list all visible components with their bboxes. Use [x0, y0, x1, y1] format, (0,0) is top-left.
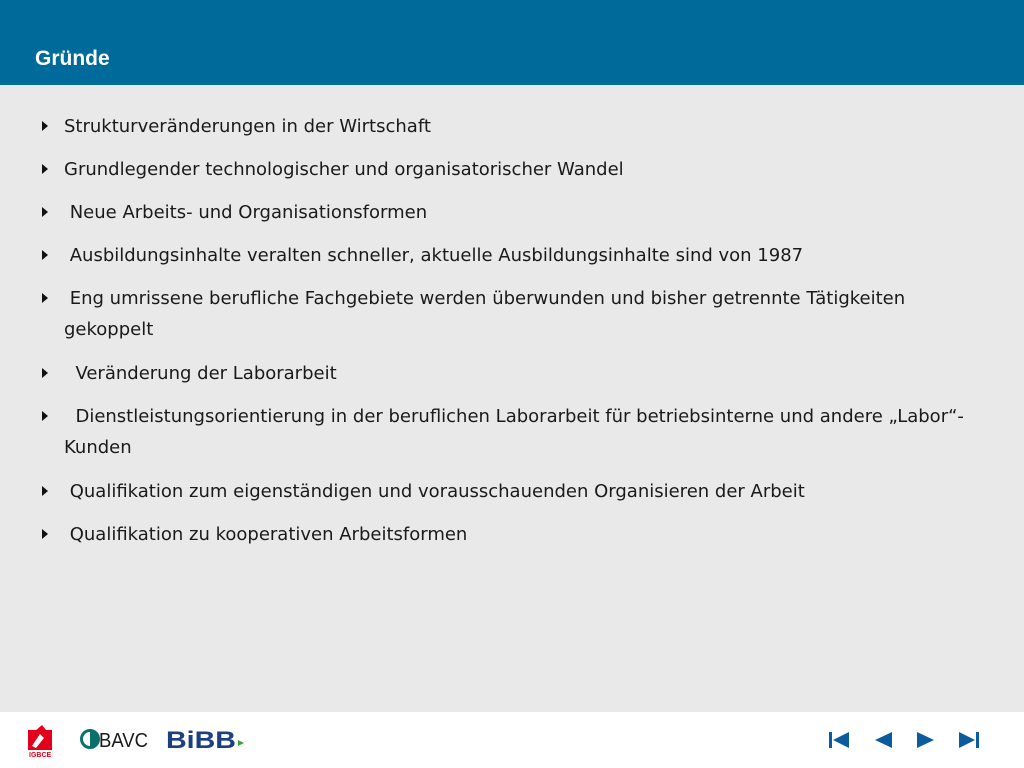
next-slide-button[interactable]: [913, 728, 939, 752]
list-item-text: Eng umrissene berufliche Fachgebiete werden überwunden und bisher getrennte Tätigkeiten gekoppelt: [64, 288, 911, 340]
bullet-arrow-icon: [42, 164, 48, 174]
svg-text:BiBB: BiBB: [166, 727, 236, 751]
content-area: [0, 85, 1024, 712]
last-slide-icon: [956, 728, 982, 752]
bullet-arrow-icon: [42, 411, 48, 421]
svg-text:BAVC: BAVC: [99, 730, 148, 752]
bullet-arrow-icon: [42, 486, 48, 496]
bullet-arrow-icon: [42, 529, 48, 539]
list-item: [42, 240, 982, 271]
last-slide-button[interactable]: [956, 728, 982, 752]
first-slide-button[interactable]: [826, 728, 852, 752]
page-title: Gründe: [35, 47, 110, 70]
bullet-arrow-icon: [42, 368, 48, 378]
list-item-text: Ausbildungsinhalte veralten schneller, aktuelle Ausbildungsinhalte sind von 1987: [64, 245, 804, 266]
list-item: [42, 154, 982, 185]
bibb-logo: [166, 727, 246, 751]
list-item: [42, 476, 982, 507]
bavc-logo: [80, 726, 150, 752]
previous-slide-button[interactable]: [870, 728, 896, 752]
igbce-logo: [28, 722, 56, 758]
list-item-text: Qualifikation zu kooperativen Arbeitsformen: [64, 524, 468, 545]
list-item: [42, 197, 982, 228]
bullet-arrow-icon: [42, 207, 48, 217]
list-item-text: Dienstleistungsorientierung in der beruflichen Laborarbeit für betriebsinterne und andere „Labor“-Kunden: [64, 406, 964, 458]
bullet-arrow-icon: [42, 293, 48, 303]
next-slide-icon: [913, 728, 939, 752]
header-bar: [0, 0, 1024, 85]
list-item-text: Strukturveränderungen in der Wirtschaft: [64, 116, 431, 137]
list-item-text: Grundlegender technologischer und organisatorischer Wandel: [64, 159, 624, 180]
bullet-arrow-icon: [42, 250, 48, 260]
list-item: [42, 401, 982, 463]
list-item-text: Neue Arbeits- und Organisationsformen: [64, 202, 428, 223]
list-item: [42, 519, 982, 550]
list-item: [42, 358, 982, 389]
list-item-text: Qualifikation zum eigenständigen und vorausschauenden Organisieren der Arbeit: [64, 481, 805, 502]
first-slide-icon: [826, 728, 852, 752]
previous-slide-icon: [870, 728, 896, 752]
list-item: [42, 283, 982, 345]
list-item: [42, 111, 982, 142]
bullet-arrow-icon: [42, 121, 48, 131]
svg-text:IGBCE: IGBCE: [29, 752, 52, 758]
list-item-text: Veränderung der Laborarbeit: [64, 363, 337, 384]
